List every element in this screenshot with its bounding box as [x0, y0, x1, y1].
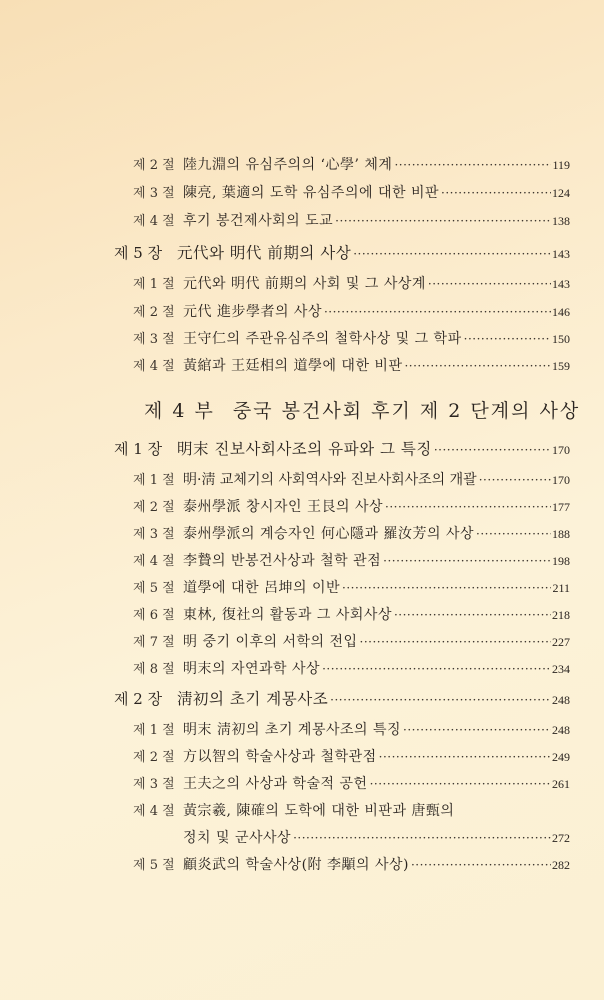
leader-dots [476, 525, 551, 543]
chapter-number: 제 5 장 [114, 244, 163, 262]
section-title: 黃綰과 王廷相의 道學에 대한 비판 [183, 358, 403, 374]
section-title: 泰州學派 창시자인 王艮의 사상 [183, 499, 384, 515]
section-title: 明·淸 교체기의 사회역사와 진보사회사조의 개괄 [183, 472, 477, 488]
leader-dots [428, 275, 551, 293]
page-number: 170 [552, 443, 570, 457]
page-number: 188 [552, 527, 570, 541]
chapter-title: 淸初의 초기 계몽사조 [177, 690, 329, 708]
leader-dots [324, 303, 551, 321]
page-number: 119 [552, 158, 570, 172]
toc-entry[interactable] [133, 775, 570, 794]
leader-dots [330, 691, 551, 709]
page-number: 159 [552, 359, 570, 373]
section-title: 黃宗羲, 陳確의 도학에 대한 비판과 唐甄의 [183, 803, 455, 819]
toc-entry[interactable] [133, 275, 570, 294]
section-number: 제 2 절 [133, 305, 175, 320]
section-title: 陳亮, 葉適의 도학 유심주의에 대한 비판 [183, 185, 439, 201]
leader-dots [379, 748, 551, 766]
page-number: 282 [552, 858, 570, 872]
leader-dots [383, 552, 551, 570]
section-number: 제 2 절 [133, 500, 175, 515]
section-title: 후기 봉건제사회의 도교 [183, 213, 334, 229]
page-number: 170 [552, 473, 570, 487]
section-title: 東林, 復社의 활동과 그 사회사상 [183, 607, 392, 623]
page-number: 143 [552, 247, 570, 261]
leader-dots [441, 184, 551, 202]
toc-entry[interactable] [133, 579, 570, 598]
page-number: 227 [552, 635, 570, 649]
section-title: 元代 進步學者의 사상 [183, 304, 322, 320]
section-number: 제 7 절 [133, 635, 175, 650]
leader-dots [335, 212, 551, 230]
page-number: 248 [552, 693, 570, 707]
toc-entry[interactable] [133, 357, 570, 376]
page-number: 138 [552, 214, 570, 228]
leader-dots [434, 441, 551, 459]
section-title: 明末 淸初의 초기 계몽사조의 특징 [183, 722, 402, 738]
part-number: 제 4 부 [144, 400, 215, 422]
toc-entry[interactable] [133, 212, 570, 231]
chapter-title: 明末 진보사회사조의 유파와 그 특징 [177, 440, 432, 458]
section-title: 明 중기 이후의 서학의 전입 [183, 634, 358, 650]
toc-chapter-entry[interactable] [114, 690, 570, 709]
section-title-continued: 정치 및 군사사상 [183, 830, 292, 846]
section-number: 제 5 절 [133, 581, 175, 596]
toc-entry[interactable] [133, 330, 570, 349]
page-number: 143 [552, 277, 570, 291]
section-title: 方以智의 학술사상과 철학관점 [183, 749, 377, 765]
section-number: 제 2 절 [133, 750, 175, 765]
chapter-number: 제 1 장 [114, 440, 163, 458]
part-heading[interactable] [144, 396, 580, 423]
section-number: 제 3 절 [133, 527, 175, 542]
chapter-title: 元代와 明代 前期의 사상 [177, 244, 352, 262]
leader-dots [464, 330, 551, 348]
section-title: 元代와 明代 前期의 사회 및 그 사상계 [183, 276, 426, 292]
section-number: 제 5 절 [133, 858, 175, 873]
toc-entry[interactable] [133, 721, 570, 740]
section-number: 제 3 절 [133, 777, 175, 792]
page-number: 272 [552, 831, 570, 845]
section-number: 제 1 절 [133, 723, 175, 738]
page-number: 249 [552, 750, 570, 764]
toc-entry[interactable] [133, 471, 570, 490]
section-title: 道學에 대한 呂坤의 이반 [183, 580, 340, 596]
leader-dots [342, 579, 551, 597]
section-number: 제 2 절 [133, 158, 175, 173]
page-number: 261 [552, 777, 570, 791]
toc-entry[interactable] [133, 856, 570, 875]
page-number: 211 [552, 581, 570, 595]
toc-entry[interactable] [133, 498, 570, 517]
toc-entry-continuation[interactable] [133, 829, 570, 847]
section-title: 明末의 자연과학 사상 [183, 661, 321, 677]
leader-dots [322, 660, 551, 678]
section-number: 제 3 절 [133, 186, 175, 201]
leader-dots [394, 606, 551, 624]
leader-dots [479, 471, 551, 489]
section-title: 王守仁의 주관유심주의 철학사상 및 그 학파 [183, 331, 462, 347]
page-number: 177 [552, 500, 570, 514]
section-number: 제 6 절 [133, 608, 175, 623]
page-number: 234 [552, 662, 570, 676]
page-number: 146 [552, 305, 570, 319]
toc-entry[interactable] [133, 552, 570, 571]
section-title: 陸九淵의 유심주의의 ‘心學’ 체계 [183, 157, 393, 173]
leader-dots [394, 156, 551, 174]
section-number: 제 3 절 [133, 332, 175, 347]
toc-entry[interactable] [133, 802, 570, 821]
page-number: 150 [552, 332, 570, 346]
toc-entry[interactable] [133, 660, 570, 679]
toc-entry[interactable] [133, 748, 570, 767]
toc-entry[interactable] [133, 525, 570, 544]
toc-chapter-entry[interactable] [114, 244, 570, 263]
section-number: 제 1 절 [133, 473, 175, 488]
leader-dots [411, 856, 551, 874]
section-number: 제 4 절 [133, 214, 175, 229]
section-number: 제 4 절 [133, 804, 175, 819]
section-number: 제 8 절 [133, 662, 175, 677]
leader-dots [403, 721, 551, 739]
chapter-number: 제 2 장 [114, 690, 163, 708]
leader-dots [385, 498, 551, 516]
page-number: 218 [552, 608, 570, 622]
toc-chapter-entry[interactable] [114, 440, 570, 459]
section-number: 제 4 절 [133, 554, 175, 569]
section-number: 제 4 절 [133, 359, 175, 374]
page-number: 124 [552, 186, 570, 200]
toc-entry[interactable] [133, 156, 570, 175]
toc-entry[interactable] [133, 606, 570, 625]
page-number: 248 [552, 723, 570, 737]
section-number: 제 1 절 [133, 277, 175, 292]
section-title: 王夫之의 사상과 학술적 공헌 [183, 776, 368, 792]
part-title: 중국 봉건사회 후기 제 2 단계의 사상 [232, 400, 581, 422]
toc-entry[interactable] [133, 303, 570, 322]
leader-dots [360, 633, 551, 651]
leader-dots [370, 775, 551, 793]
section-title: 李贄의 반봉건사상과 철학 관점 [183, 553, 382, 569]
leader-dots [293, 829, 551, 847]
section-title: 泰州學派의 계승자인 何心隱과 羅汝芳의 사상 [183, 526, 475, 542]
section-title: 顧炎武의 학술사상(附 李顒의 사상) [183, 857, 409, 873]
page-number: 198 [552, 554, 570, 568]
toc-entry[interactable] [133, 184, 570, 203]
leader-dots [353, 245, 551, 263]
toc-entry[interactable] [133, 633, 570, 652]
leader-dots [404, 357, 551, 375]
